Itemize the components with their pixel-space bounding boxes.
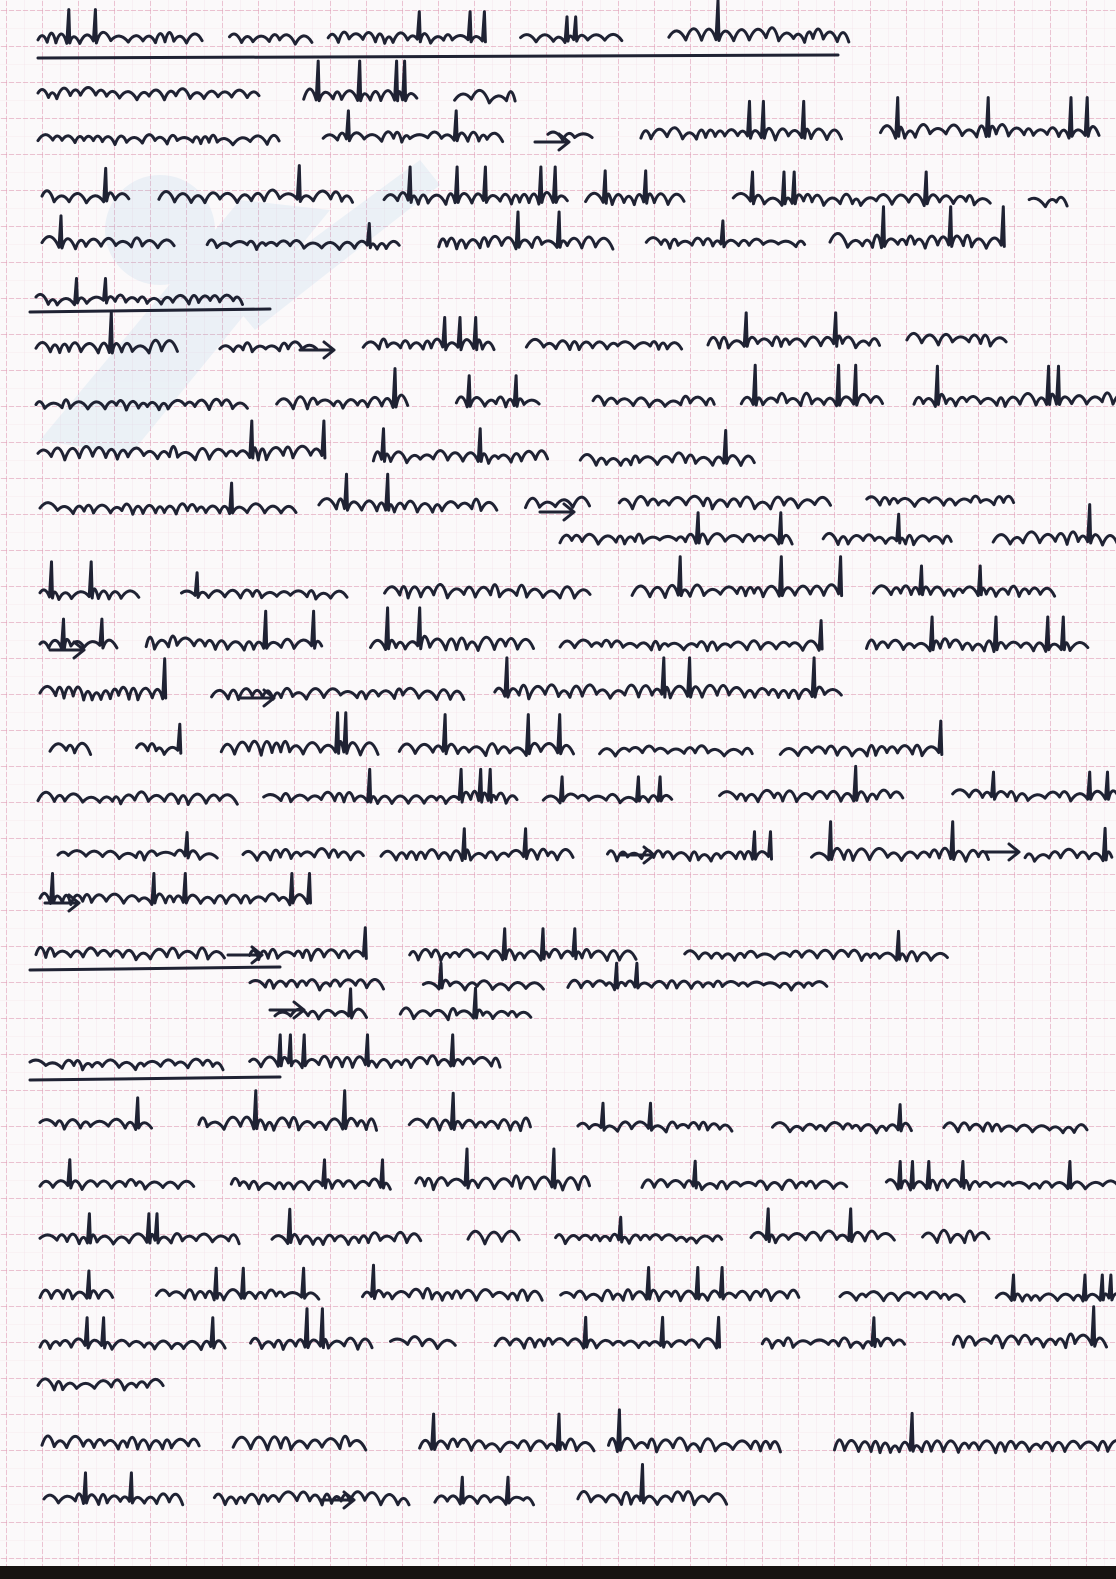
scan-bottom-edge [0, 1566, 1116, 1579]
